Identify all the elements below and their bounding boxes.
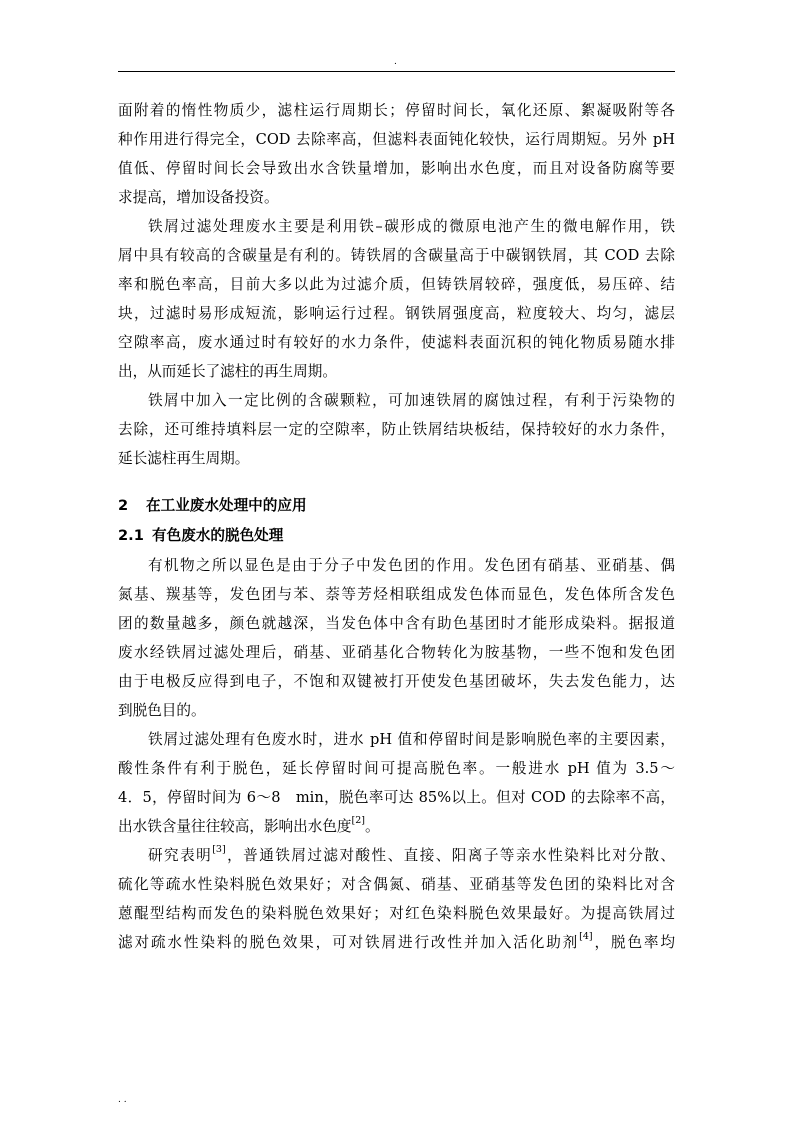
header-mark: . <box>394 57 397 67</box>
text-line: 硫化等疏水性染料脱色效果好；对含偶氮、硝基、亚硝基等发色团的染料比对含 <box>118 876 675 893</box>
text-line: 值低、停留时间长会导致出水含铁量增加，影响出水色度，而且对设备防腐等要 <box>118 160 675 177</box>
paragraph-5 <box>118 725 675 841</box>
text-fragment: 出水铁含量往往较高，影响出水色度 <box>118 818 352 835</box>
page-body <box>118 96 675 957</box>
footer-mark: . . <box>118 1095 127 1105</box>
text-line: 屑中具有较高的含碳量是有利的。铸铁屑的含碳量高于中碳钢铁屑，其 COD 去除 <box>118 247 675 264</box>
text-line <box>118 841 675 870</box>
section-title: 在工业废水处理中的应用 <box>146 497 307 514</box>
text-fragment: ，脱色率均 <box>592 934 675 951</box>
paragraph-1 <box>118 96 675 212</box>
text-line: 团的数量越多，颜色就越深，当发色体中含有助色基团时才能形成染料。据报道 <box>118 615 675 632</box>
text-line: 种作用进行得完全，COD 去除率高，但滤料表面钝化较快，运行周期短。另外 pH <box>118 131 675 148</box>
paragraph-3 <box>118 386 675 473</box>
text-line <box>118 812 675 841</box>
text-line: 空隙率高，废水通过时有较好的水力条件，使滤料表面沉积的钝化物质易随水排 <box>118 334 675 351</box>
text-fragment: 研究表明 <box>148 847 213 864</box>
text-line: 出，从而延长了滤柱的再生周期。 <box>118 363 337 380</box>
text-line: 氮基、羰基等，发色团与苯、萘等芳烃相联组成发色体而显色，发色体所含发色 <box>118 586 675 603</box>
text-line <box>118 928 675 957</box>
text-line: 率和脱色率高，目前大多以此为过滤介质，但铸铁屑较碎，强度低，易压碎、结 <box>118 276 675 293</box>
header-rule <box>118 71 675 72</box>
citation-ref: [3] <box>212 844 226 855</box>
text-line: 到脱色目的。 <box>118 702 206 719</box>
text-line: 铁屑中加入一定比例的含碳颗粒，可加速铁屑的腐蚀过程，有利于污染物的 <box>148 392 675 409</box>
text-line: 4．5，停留时间为 6～8 min，脱色率可达 85%以上。但对 COD 的去除率不高， <box>118 789 675 806</box>
text-line: 废水经铁屑过滤处理后，硝基、亚硝基化合物转化为胺基物，一些不饱和发色团 <box>118 644 675 661</box>
subsection-heading <box>118 521 675 551</box>
paragraph-6 <box>118 841 675 957</box>
text-line: 去除，还可维持填料层一定的空隙率，防止铁屑结块板结，保持较好的水力条件， <box>118 421 675 438</box>
subsection-number: 2.1 <box>118 527 144 544</box>
section-number: 2 <box>118 497 129 514</box>
citation-ref: [2] <box>351 815 365 826</box>
text-fragment: ，普通铁屑过滤对酸性、直接、阳离子等亲水性染料比对分散、 <box>225 847 675 864</box>
citation-ref: [4] <box>579 931 593 942</box>
paragraph-4 <box>118 551 675 725</box>
text-line: 铁屑过滤处理有色废水时，进水 pH 值和停留时间是影响脱色率的主要因素， <box>148 731 675 748</box>
text-line: 铁屑过滤处理废水主要是利用铁–碳形成的微原电池产生的微电解作用，铁 <box>148 218 675 235</box>
text-line: 面附着的惰性物质少，滤柱运行周期长；停留时间长，氧化还原、絮凝吸附等各 <box>118 102 675 119</box>
text-line: 蒽醌型结构而发色的染料脱色效果好；对红色染料脱色效果最好。为提高铁屑过 <box>118 905 675 922</box>
text-fragment: 。 <box>364 818 380 835</box>
paragraph-2 <box>118 212 675 386</box>
text-line: 延长滤柱再生周期。 <box>118 450 250 467</box>
spacer <box>118 473 675 491</box>
text-line: 由于电极反应得到电子，不饱和双键被打开使发色基团破坏，失去发色能力，达 <box>118 673 675 690</box>
text-fragment: 滤对疏水性染料的脱色效果，可对铁屑进行改性并加入活化助剂 <box>118 934 580 951</box>
section-heading <box>118 491 675 521</box>
text-line: 有机物之所以显色是由于分子中发色团的作用。发色团有硝基、亚硝基、偶 <box>148 557 675 574</box>
text-line: 块，过滤时易形成短流，影响运行过程。钢铁屑强度高，粒度较大、均匀，滤层 <box>118 305 675 322</box>
text-line: 酸性条件有利于脱色，延长停留时间可提高脱色率。一般进水 pH 值为 3.5～ <box>118 760 675 777</box>
subsection-title: 有色废水的脱色处理 <box>152 527 284 544</box>
text-line: 求提高，增加设备投资。 <box>118 189 279 206</box>
